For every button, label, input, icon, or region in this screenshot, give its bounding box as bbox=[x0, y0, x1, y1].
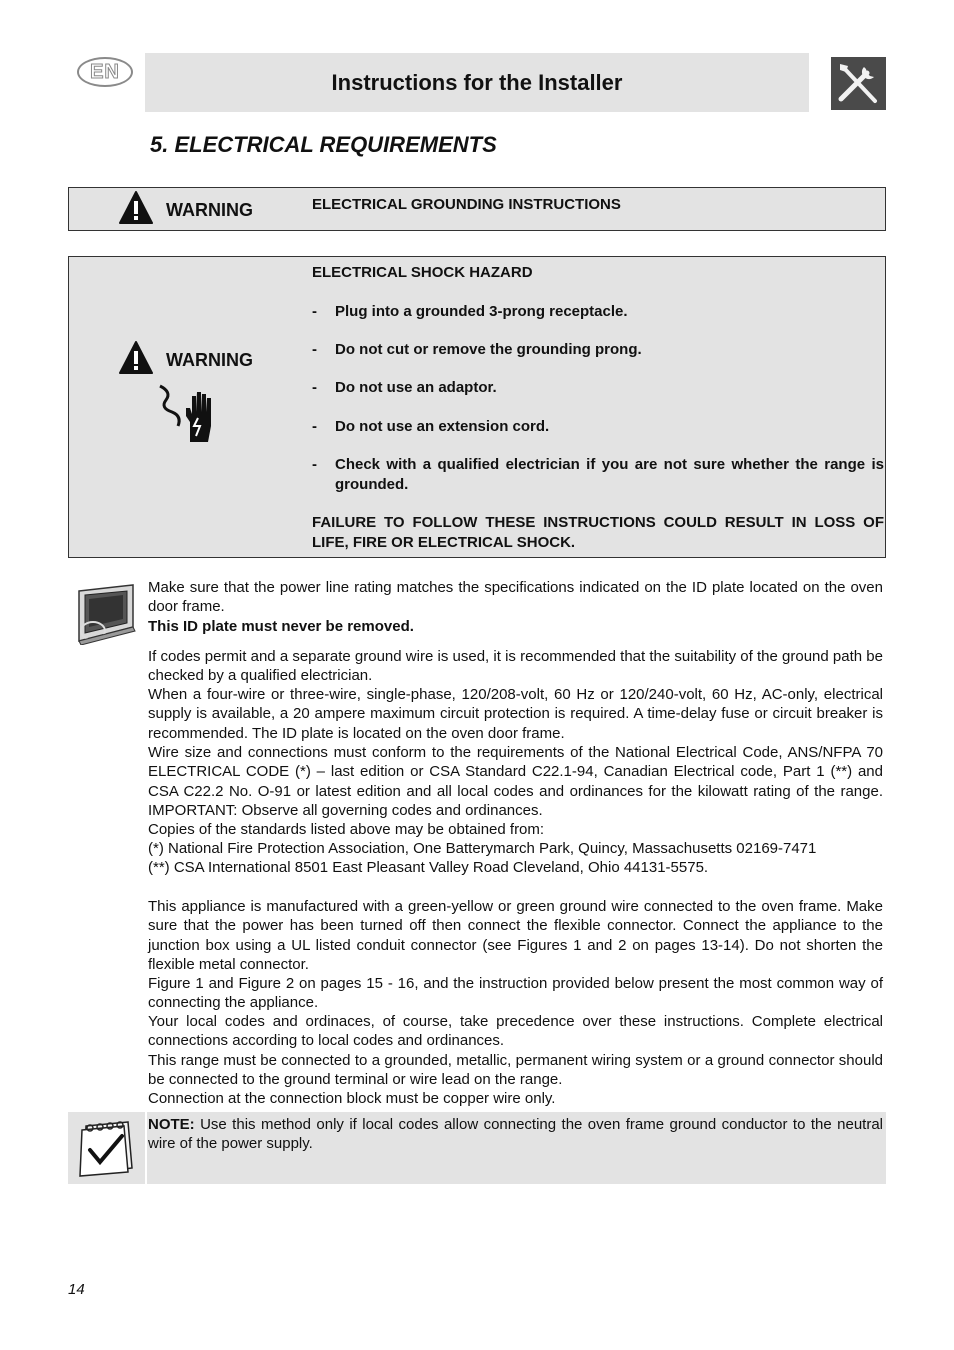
list-item: - Do not cut or remove the grounding prong. bbox=[312, 341, 642, 358]
id-plate-paragraph: Make sure that the power line rating matches the specifications indicated on the ID plate located on the oven door frame. bbox=[148, 579, 883, 616]
page-number: 14 bbox=[68, 1281, 85, 1298]
list-item: - Plug into a grounded 3-prong receptacle. bbox=[312, 303, 628, 320]
paragraph: (*) National Fire Protection Association, One Batterymarch Park, Quincy, Massachusetts 02169-7471 bbox=[148, 840, 817, 857]
failure-warning-text: FAILURE TO FOLLOW THESE INSTRUCTIONS COULD RESULT IN LOSS OF LIFE, FIRE OR ELECTRICAL SHOCK. bbox=[312, 514, 884, 551]
paragraph: Connection at the connection block must be copper wire only. bbox=[148, 1090, 556, 1107]
shock-hazard-heading: ELECTRICAL SHOCK HAZARD bbox=[312, 264, 533, 281]
paragraph: This range must be connected to a grounded, metallic, permanent wiring system or a ground connector should be connected to the ground terminal or wire lead on the range. bbox=[148, 1052, 883, 1089]
paragraph: Copies of the standards listed above may be obtained from: bbox=[148, 821, 545, 838]
paragraph: (**) CSA International 8501 East Pleasant Valley Road Cleveland, Ohio 44131-5575. bbox=[148, 859, 709, 876]
electric-shock-hand-icon bbox=[156, 382, 222, 451]
oven-id-plate-icon bbox=[77, 583, 137, 650]
note-label: NOTE: bbox=[148, 1116, 195, 1133]
header-title: Instructions for the Installer bbox=[331, 69, 623, 95]
paragraph: When a four-wire or three-wire, single-phase, 120/208-volt, 60 Hz or 120/240-volt, 60 Hz, AC-only, electrical supply is available, a 20 ampere maximum circuit protection is required. A time-delay fuse or circuit breaker is recommended. The ID plate is located on the oven door frame. bbox=[148, 686, 883, 742]
paragraph: Wire size and connections must conform to the requirements of the National Electrical Code, ANS/NFPA 70 ELECTRICAL CODE (*) – last edition or CSA Standard C22.1-94, Canadian Electrical code, Part 1 (**) and CSA C22.2 No. O-91 or latest edition and all local codes and ordinances for the kilowatt rating of the range. IMPORTANT: Observe all governing codes and ordinances. bbox=[148, 744, 883, 819]
paragraph: Your local codes and ordinaces, of course, take precedence over these instructions. Complete electrical connections according to local codes and ordinances. bbox=[148, 1013, 883, 1050]
list-item: - Do not use an adaptor. bbox=[312, 379, 497, 396]
note-pad-icon bbox=[76, 1118, 136, 1183]
warning-triangle-icon bbox=[118, 340, 154, 381]
paragraph: This appliance is manufactured with a green-yellow or green ground wire connected to the oven frame. Make sure that the power has been turned off then connect the flexible connector. Connect the appliance to the junction box using a UL listed conduit connector (see Figures 1 and 2 on pages 13-14). Do not shorten the flexible metal connector. bbox=[148, 898, 883, 973]
note-divider bbox=[145, 1112, 147, 1184]
paragraph: If codes permit and a separate ground wire is used, it is recommended that the suitability of the ground path be checked by a qualified electrician. bbox=[148, 648, 883, 685]
tools-icon bbox=[831, 57, 886, 110]
warning-label: WARNING bbox=[166, 200, 253, 220]
note-text bbox=[148, 1115, 883, 1154]
warning-heading: ELECTRICAL GROUNDING INSTRUCTIONS bbox=[312, 196, 621, 213]
language-badge: EN bbox=[77, 57, 133, 87]
warning-label: WARNING bbox=[166, 350, 253, 370]
header-bar bbox=[145, 53, 809, 112]
section-title: 5. ELECTRICAL REQUIREMENTS bbox=[150, 132, 497, 157]
note-body: Use this method only if local codes allow connecting the oven frame ground conductor to the neutral wire of the power supply. bbox=[148, 1116, 883, 1153]
warning-triangle-icon bbox=[118, 190, 154, 231]
list-item: - Check with a qualified electrician if you are not sure whether the range is grounded. bbox=[312, 456, 884, 493]
id-plate-warning: This ID plate must never be removed. bbox=[148, 618, 414, 635]
list-item: - Do not use an extension cord. bbox=[312, 418, 550, 435]
paragraph: Figure 1 and Figure 2 on pages 15 - 16, and the instruction provided below present the most common way of connecting the appliance. bbox=[148, 975, 883, 1012]
